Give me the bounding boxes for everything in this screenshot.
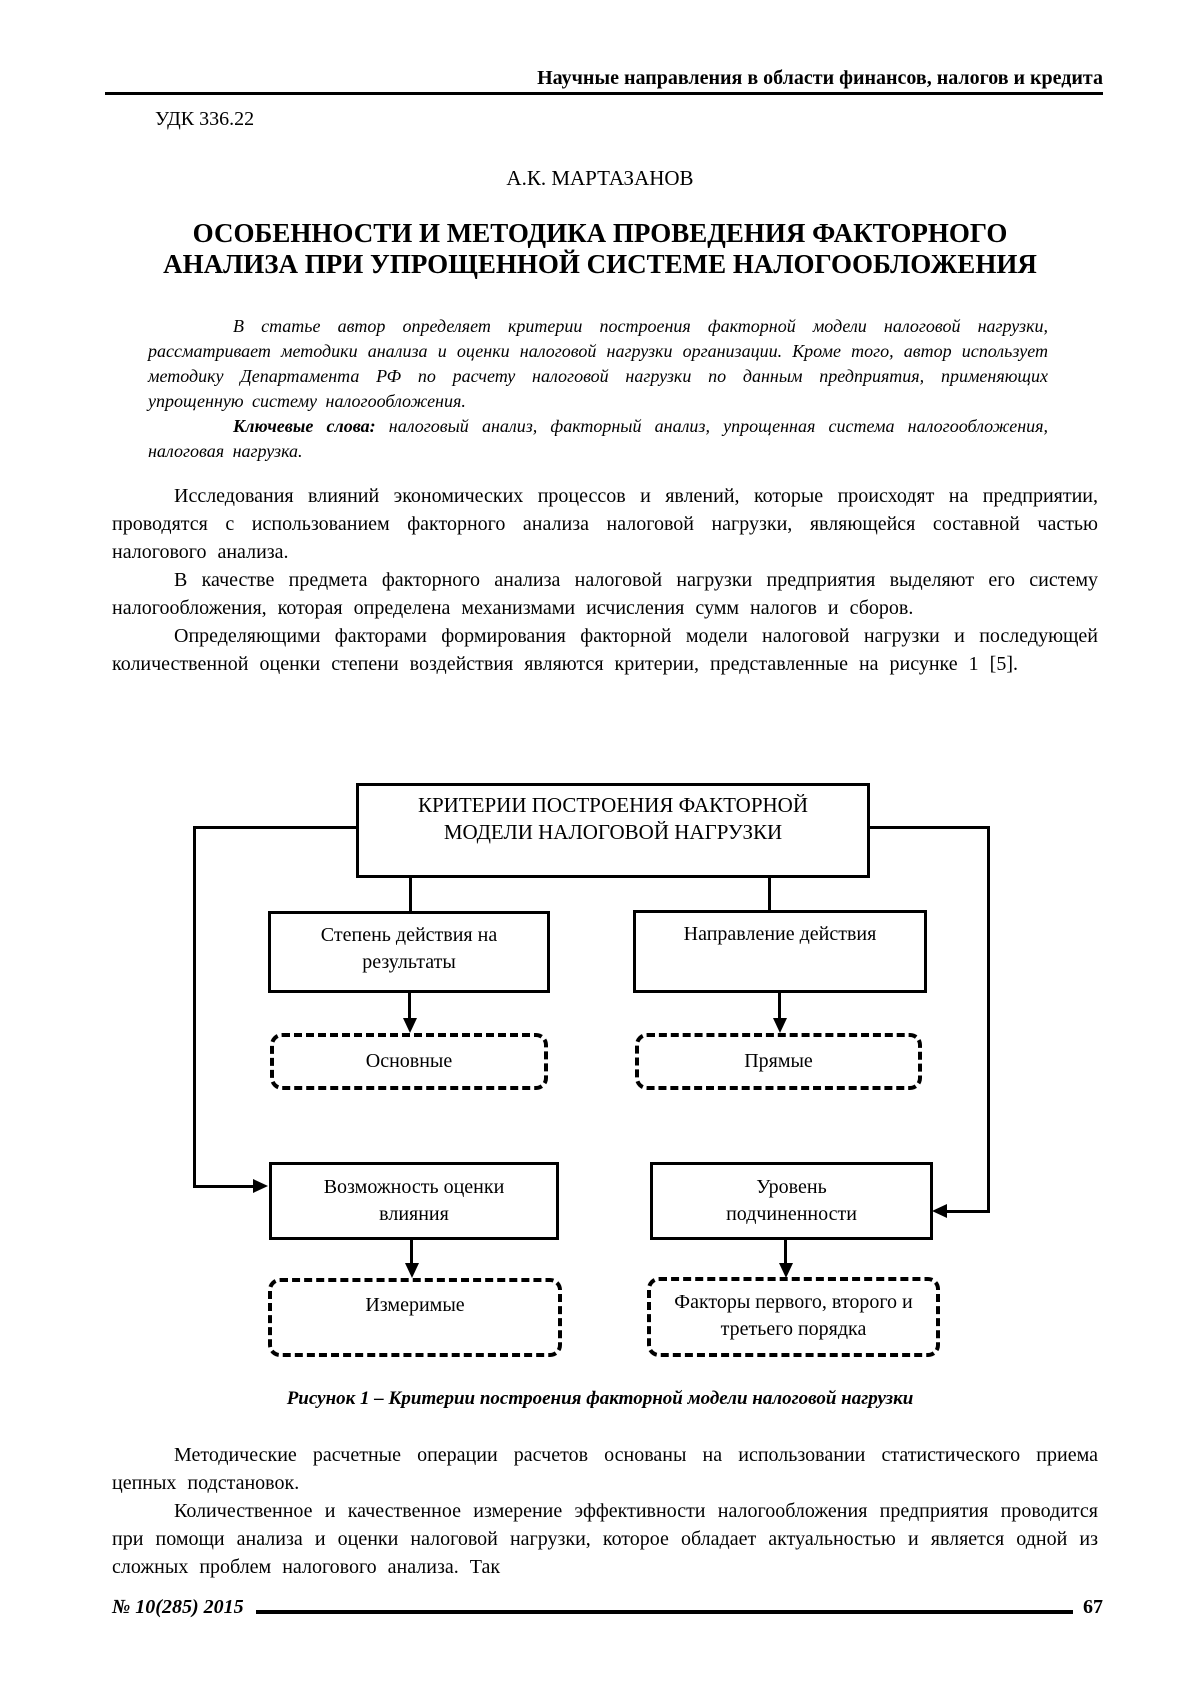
connector-line [193,826,356,829]
paragraph: Исследования влияний экономических процессов и явлений, которые происходят на предприятии, проводятся с использованием факторного анализа налоговой нагрузки, являющейся составной частью налогового анализа. [112,485,1098,563]
diagram-box-direct-label: Прямые [744,1050,813,1072]
diagram-box-subordination-label: Уровень подчиненности [726,1176,857,1225]
arrowhead-down-icon [403,1018,417,1033]
connector-line [409,878,412,912]
keywords-label: Ключевые слова: [233,416,376,436]
diagram-box-subordination [650,1162,933,1240]
connector-line [987,826,990,1213]
abstract-text: В статье автор определяет критерии построения факторной модели налоговой нагрузки, рассматривает методики анализа и оценки налоговой нагрузки организации. Кроме того, автор использует методику Департамента РФ по расчету налоговой нагрузки по данным предприятия, применяющих упрощенную систему налогообложения. [148,316,1048,411]
figure-caption: Рисунок 1 – Критерии построения факторной модели налоговой нагрузки [286,1388,914,1409]
connector-line [778,993,781,1019]
diagram-box-assessment [269,1162,559,1240]
diagram-box-measurable-label: Измеримые [365,1294,465,1316]
diagram-root-box [356,783,870,878]
paragraph: Методические расчетные операции расчетов основаны на использовании статистического приема цепных подстановок. [112,1444,1098,1494]
connector-line [870,826,990,829]
diagram-box-basic [270,1033,548,1090]
article-title [90,218,1110,280]
diagram-box-direction-label: Направление действия [683,923,877,945]
diagram-box-assessment-label: Возможность оценки влияния [323,1176,505,1225]
diagram-box-direction [633,910,927,993]
paragraph: Количественное и качественное измерение эффективности налогообложения предприятия проводится при помощи анализа и оценки налоговой нагрузки, которое обладает актуальностью и является одной из сложных проблем налогового анализа. Так [112,1500,1098,1578]
connector-line [784,1240,787,1264]
arrowhead-down-icon [773,1018,787,1033]
keywords-paragraph [148,414,1048,464]
footer-rule [256,1609,1073,1614]
article-title-line2: АНАЛИЗА ПРИ УПРОЩЕННОЙ СИСТЕМЕ НАЛОГООБЛОЖЕНИЯ [163,249,1037,279]
diagram-box-degree [268,911,550,993]
page-number: 67 [1083,1596,1103,1618]
figure-diagram [0,780,1200,1380]
issue-label: № 10(285) 2015 [112,1596,244,1618]
connector-line [768,878,771,911]
arrowhead-down-icon [779,1263,793,1278]
body-text-top [112,482,1098,678]
udc-code: УДК 336.22 [155,108,255,130]
journal-section-title: Научные направления в области финансов, налогов и кредита [537,67,1103,89]
diagram-box-degree-label: Степень действия на результаты [320,924,498,973]
connector-line [408,993,411,1019]
arrowhead-right-icon [253,1179,268,1193]
diagram-box-basic-label: Основные [365,1050,453,1072]
arrowhead-down-icon [405,1263,419,1278]
article-title-line1: ОСОБЕННОСТИ И МЕТОДИКА ПРОВЕДЕНИЯ ФАКТОРНОГО [192,218,1008,248]
connector-line [410,1240,413,1264]
diagram-box-factors [647,1277,940,1357]
author-name: А.К. МАРТАЗАНОВ [506,166,694,190]
keywords-text: налоговый анализ, факторный анализ, упрощенная система налогообложения, налоговая нагрузка. [148,416,1048,461]
diagram-box-direct [635,1033,922,1090]
diagram-box-factors-label: Факторы первого, второго и третьего порядка [674,1291,913,1340]
paragraph: В качестве предмета факторного анализа налоговой нагрузки предприятия выделяют его систему налогообложения, которая определена механизмами исчисления сумм налогов и сборов. [112,569,1098,619]
page-footer [112,1596,1103,1619]
connector-line [946,1210,990,1213]
abstract-block [148,314,1048,464]
diagram-root-label: КРИТЕРИИ ПОСТРОЕНИЯ ФАКТОРНОЙ МОДЕЛИ НАЛОГОВОЙ НАГРУЗКИ [417,793,809,844]
paragraph: Определяющими факторами формирования факторной модели налоговой нагрузки и последующей количественной оценки степени воздействия являются критерии, представленные на рисунке 1 [5]. [112,625,1098,675]
body-text-bottom [112,1441,1098,1581]
connector-line [193,826,196,1186]
connector-line [193,1185,254,1188]
running-head [105,66,1103,95]
diagram-box-measurable [268,1278,562,1357]
arrowhead-left-icon [932,1204,947,1218]
